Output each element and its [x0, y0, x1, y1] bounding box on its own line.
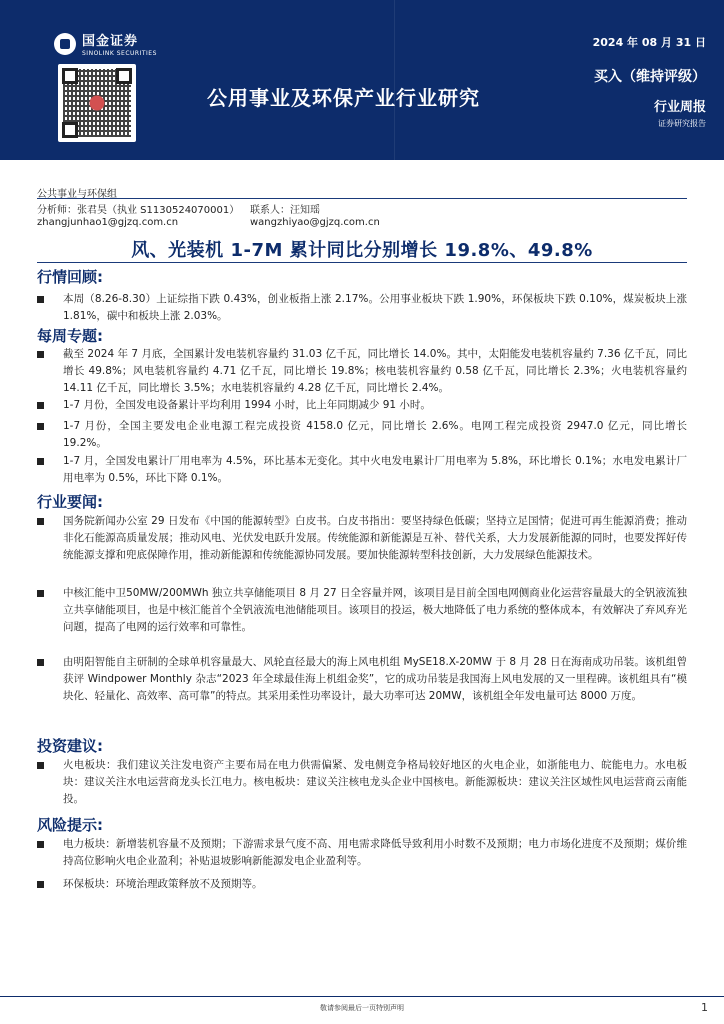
logo-name-cn: 国金证券	[82, 34, 139, 49]
bullet-icon	[37, 518, 44, 525]
contact-email[interactable]: wangzhiyao@gjzq.com.cn	[250, 217, 380, 228]
analyst-email[interactable]: zhangjunhao1@gjzq.com.cn	[37, 217, 179, 228]
page-number: 1	[701, 1001, 708, 1014]
section-heading-industry-news: 行业要闻:	[37, 493, 103, 511]
list-item: 截至 2024 年 7 月底，全国累计发电装机容量约 31.03 亿千瓦，同比增长 14.0%。其中，太阳能发电装机容量约 7.36 亿千瓦，同比增长 49.8%；风电装机容量约 4.71 亿千瓦，同比增长 19.8%；核电装机容量约 0.58 亿千瓦，同比增长 2.3%；火电装机容量约 14.11 亿千瓦，同比增长 3.5%；水电装机容量约 4.28 亿千瓦，同比增长 2.4%。	[37, 346, 687, 397]
report-title: 公用事业及环保产业行业研究	[207, 86, 480, 110]
list-item: 火电板块：我们建议关注发电资产主要布局在电力供需偏紧、发电侧竞争格局较好地区的火电企业，如浙能电力、皖能电力。水电板块：建议关注水电运营商龙头长江电力。核电板块：建议关注核电龙头企业中国核电。新能源板块：建议关注区域性风电运营商云南能投。	[37, 757, 687, 808]
list-item: 1-7 月份，全国发电设备累计平均利用 1994 小时，比上年同期减少 91 小时。	[37, 397, 687, 414]
list-item: 国务院新闻办公室 29 日发布《中国的能源转型》白皮书。白皮书指出：要坚持绿色低碳；坚持立足国情；促进可再生能源消费；推动非化石能源高质量发展；推动风电、光伏发电跃升发展。传统能源和新能源是互补、替代关系，大力发展新能源的同时，也要发挥好传统能源支撑和兜底保障作用，推动新能源和传统能源协同发展。要加快能源转型科技创新，大力发展绿色能源技术。	[37, 513, 687, 564]
logo-name-en: SINOLINK SECURITIES	[82, 50, 157, 57]
document-title: 风、光装机 1-7M 累计同比分别增长 19.8%、49.8%	[131, 240, 593, 261]
bullet-icon	[37, 881, 44, 888]
section-heading-investment: 投资建议:	[37, 737, 103, 755]
contact-name: 联系人：汪知瑶	[250, 205, 320, 216]
bullet-icon	[37, 296, 44, 303]
bullet-icon	[37, 841, 44, 848]
logo-icon	[54, 33, 76, 55]
rating: 买入（维持评级）	[594, 69, 706, 85]
list-item: 电力板块：新增装机容量不及预期；下游需求景气度不高、用电需求降低导致利用小时数不及预期；电力市场化进度不及预期；煤价维持高位影响火电企业盈利；补贴退坡影响新能源发电企业盈利等。	[37, 836, 687, 870]
list-item: 环保板块：环境治理政策释放不及预期等。	[37, 876, 687, 893]
bullet-icon	[37, 402, 44, 409]
report-type: 行业周报	[653, 100, 706, 115]
list-item: 本周（8.26-8.30）上证综指下跌 0.43%，创业板指上涨 2.17%。公用事业板块下跌 1.90%，环保板块下跌 0.10%，煤炭板块上涨 1.81%，碳中和板块上涨 2.03%。	[37, 291, 687, 325]
report-date: 2024 年 08 月 31 日	[592, 36, 706, 49]
title-divider	[37, 262, 687, 263]
report-subtype: 证券研究报告	[658, 119, 706, 128]
footer-divider	[0, 996, 724, 997]
research-group: 公共事业与环保组	[37, 189, 117, 200]
section-heading-weekly-topic: 每周专题:	[37, 327, 103, 345]
section-heading-market-review: 行情回顾:	[37, 268, 103, 286]
list-item: 中核汇能中卫50MW/200MWh 独立共享储能项目 8 月 27 日全容量并网，该项目是目前全国电网侧商业化运营容量最大的全钒液流独立共享储能项目，也是中核汇能首个全钒液流电池储能项目。该项目的投运，极大地降低了电力系统的整体成本，有效解决了弃风弃光问题，提高了电网的运行效率和可靠性。	[37, 585, 687, 636]
footer-disclaimer: 敬请参阅最后一页特别声明	[320, 1004, 404, 1012]
bullet-icon	[37, 590, 44, 597]
list-item: 1-7 月份，全国主要发电企业电源工程完成投资 4158.0 亿元，同比增长 2.6%。电网工程完成投资 2947.0 亿元，同比增长 19.2%。	[37, 418, 687, 452]
bullet-icon	[37, 762, 44, 769]
bullet-icon	[37, 458, 44, 465]
list-item: 由明阳智能自主研制的全球单机容量最大、风轮直径最大的海上风电机组 MySE18.X-20MW 于 8 月 28 日在海南成功吊装。该机组曾获评 Windpower Monthly 杂志“2023 年全球最佳海上机组金奖”，它的成功吊装是我国海上风电发展的又一里程碑。该机组具有“模块化、轻量化、高效率、高可靠”的特点。其采用柔性功率设计，最大功率可达 20MW，该机组全年发电量可达 8000 万度。	[37, 654, 687, 705]
company-logo	[54, 30, 157, 57]
analyst-name: 分析师：张君昊（执业 S1130524070001）	[37, 205, 240, 216]
bullet-icon	[37, 351, 44, 358]
qr-code-icon	[58, 64, 136, 142]
section-heading-risk: 风险提示:	[37, 816, 103, 834]
author-divider	[37, 198, 687, 199]
report-header	[0, 0, 724, 160]
bullet-icon	[37, 659, 44, 666]
bullet-icon	[37, 423, 44, 430]
list-item: 1-7 月，全国发电累计厂用电率为 4.5%，环比基本无变化。其中火电发电累计厂用电率为 5.8%，环比增长 0.1%；水电发电累计厂用电率为 0.5%，环比下降 0.1%。	[37, 453, 687, 487]
